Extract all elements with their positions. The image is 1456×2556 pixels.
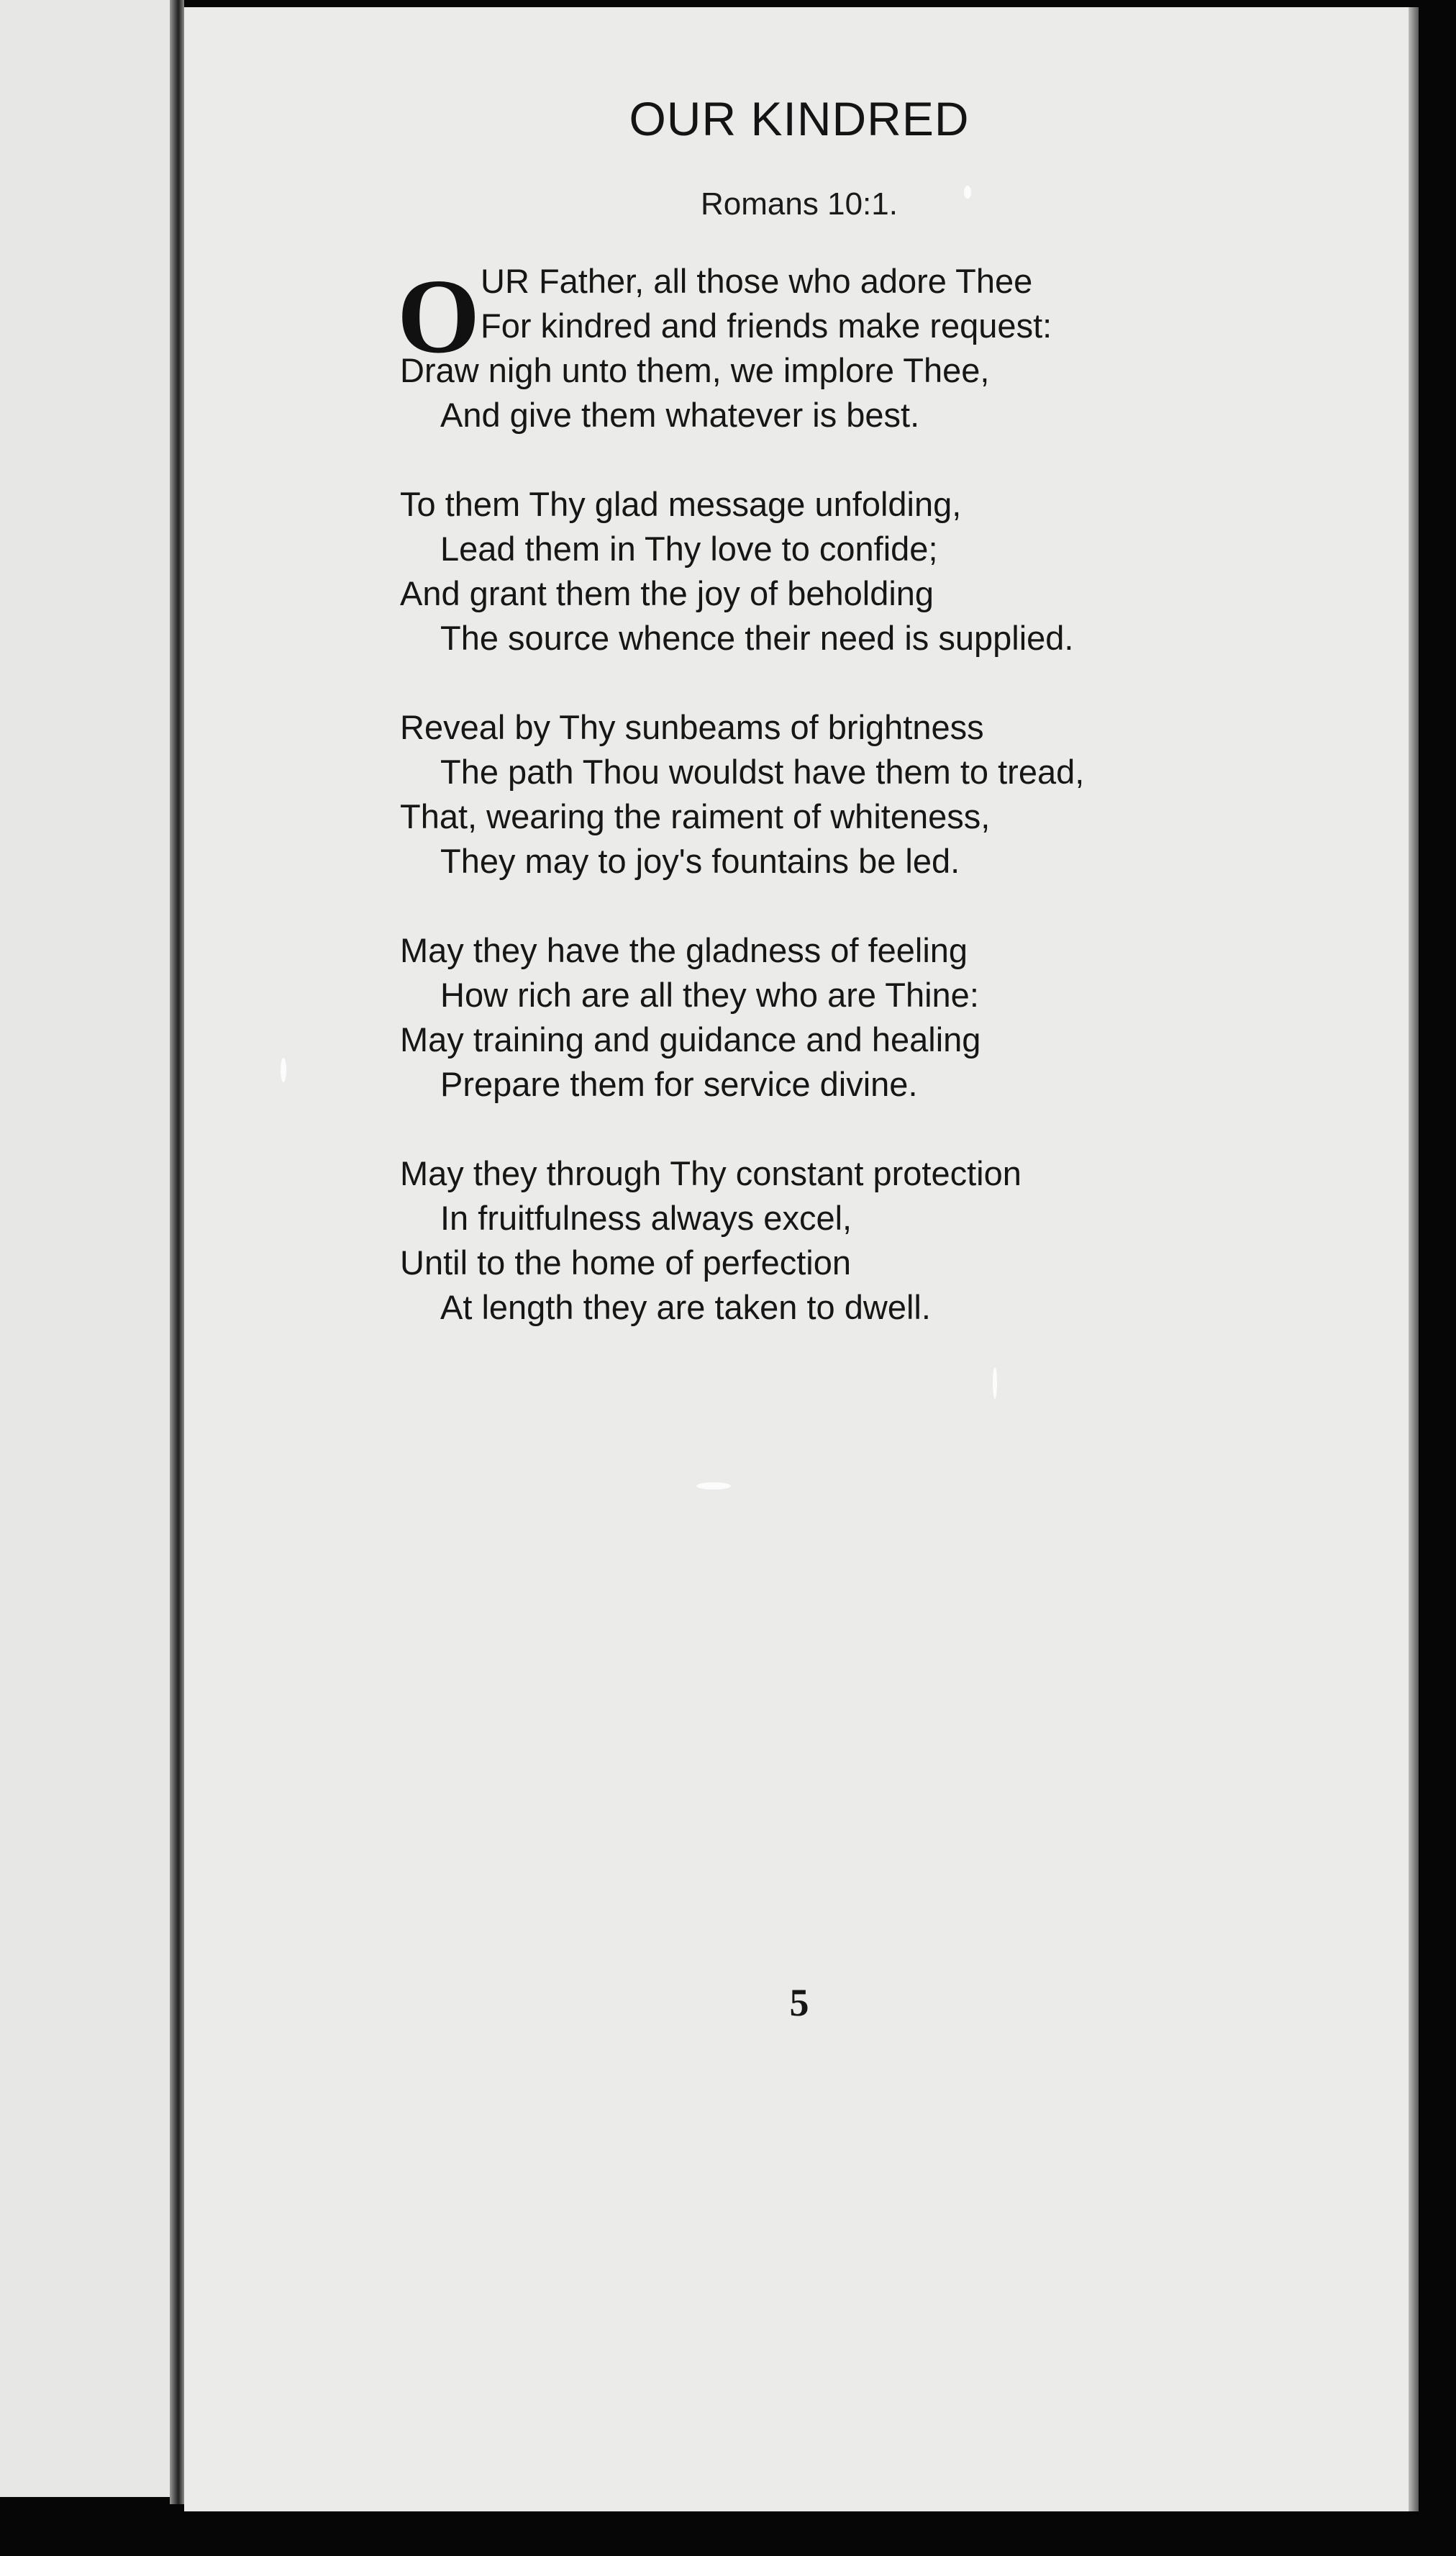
- poem-line: Prepare them for service divine.: [440, 1065, 918, 1103]
- poem-line: May training and guidance and healing: [400, 1020, 981, 1059]
- dust-speck: [281, 1058, 286, 1082]
- stanza-2: [400, 482, 1335, 661]
- page-edge-shadow: [1409, 7, 1419, 2511]
- poem-line-text: UR Father, all those who adore Thee: [481, 262, 1033, 300]
- poem-line: And grant them the joy of beholding: [400, 574, 934, 612]
- hymn-title: OUR KINDRED: [629, 92, 970, 145]
- dust-speck: [993, 1367, 997, 1399]
- page-number: 5: [789, 1981, 809, 2024]
- dust-speck: [964, 186, 971, 199]
- poem-line: For kindred and friends make request:: [481, 307, 1052, 345]
- poem-line: How rich are all they who are Thine:: [440, 976, 979, 1014]
- poem-line: In fruitfulness always excel,: [440, 1199, 852, 1237]
- poem: [397, 258, 1335, 1374]
- poem-line: Draw nigh unto them, we implore Thee,: [400, 351, 990, 389]
- poem-line: Reveal by Thy sunbeams of brightness: [400, 708, 984, 746]
- poem-line: At length they are taken to dwell.: [440, 1288, 931, 1326]
- poem-line: They may to joy's fountains be led.: [440, 842, 960, 880]
- stanza-3: [400, 705, 1335, 884]
- scripture-reference: Romans 10:1.: [701, 186, 898, 222]
- stanza-1: [397, 258, 1335, 438]
- dust-speck: [696, 1482, 731, 1490]
- poem-line: The path Thou wouldst have them to tread,: [440, 753, 1085, 791]
- poem-line: May they through Thy constant protection: [400, 1154, 1022, 1192]
- stanza-5: [400, 1151, 1335, 1330]
- left-page: [0, 0, 173, 2497]
- poem-line: And give them whatever is best.: [440, 396, 920, 434]
- poem-line: That, wearing the raiment of whiteness,: [400, 797, 991, 835]
- poem-line: Lead them in Thy love to confide;: [440, 530, 938, 568]
- book-spine: [170, 0, 184, 2504]
- drop-cap: O: [397, 258, 481, 376]
- stanza-4: [400, 928, 1335, 1107]
- poem-line: May they have the gladness of feeling: [400, 931, 968, 969]
- poem-line: Until to the home of perfection: [400, 1243, 852, 1282]
- poem-line: To them Thy glad message unfolding,: [400, 485, 962, 523]
- poem-line: The source whence their need is supplied.: [440, 619, 1074, 657]
